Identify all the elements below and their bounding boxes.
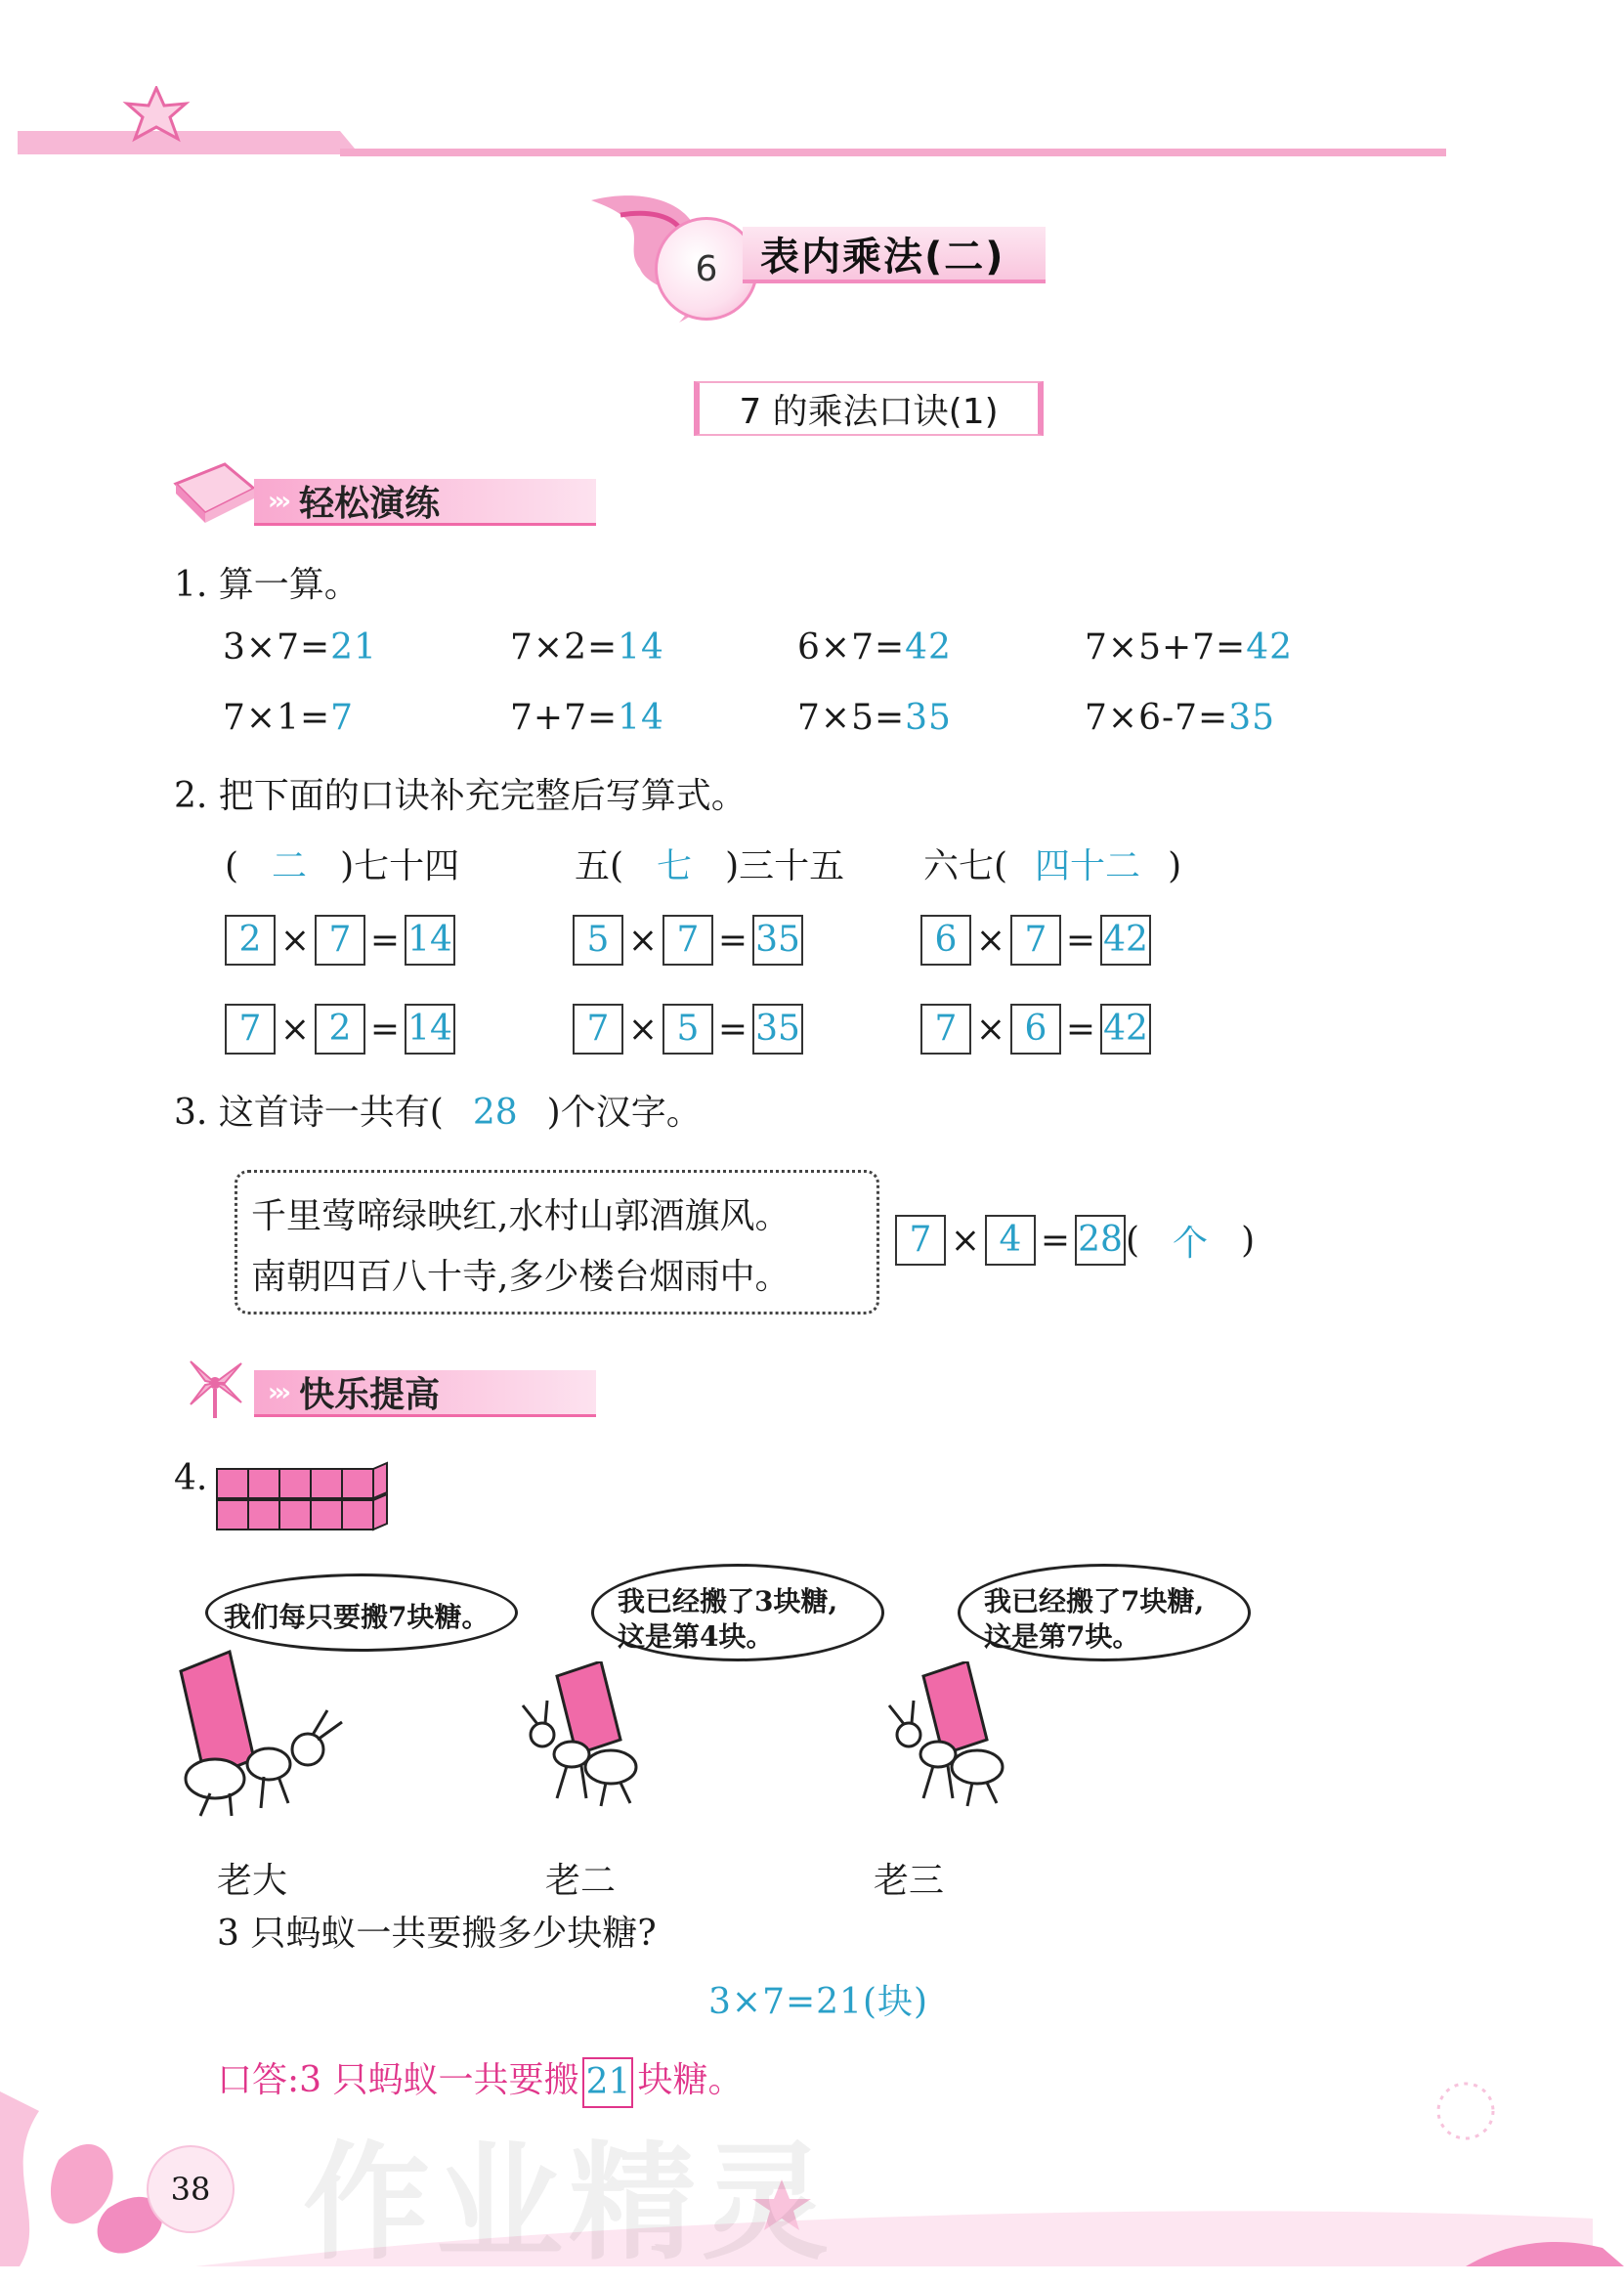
section-title-improve-text: 快乐提高 bbox=[299, 1375, 441, 1415]
q1-item-1: 3×7=21 bbox=[223, 627, 377, 668]
poem-line-2: 南朝四百八十寺,多少楼台烟雨中。 bbox=[251, 1257, 791, 1297]
q2-row1-eq1: 2 × 7 = 14 bbox=[225, 915, 455, 966]
watermark: 作业精灵 bbox=[303, 2129, 835, 2277]
chapter-title: 表内乘法(二) bbox=[743, 227, 1046, 283]
ant-figure-2 bbox=[518, 1661, 645, 1808]
candy-blocks-figure bbox=[215, 1461, 391, 1535]
q2-row1-eq2: 5 × 7 = 35 bbox=[573, 915, 803, 966]
arrows-icon: ››› bbox=[268, 486, 288, 516]
ant-figure-1 bbox=[171, 1642, 347, 1818]
q1-item-2: 7×2=14 bbox=[510, 627, 664, 668]
book-icon bbox=[171, 459, 259, 528]
q1-item-3: 6×7=42 bbox=[797, 627, 952, 668]
q1-item-8: 7×6-7=35 bbox=[1085, 698, 1276, 738]
header-band bbox=[18, 125, 1446, 158]
q3-prompt: 3. 这首诗一共有( 28 )个汉字。 bbox=[174, 1093, 702, 1133]
q1-prompt: 1. 算一算。 bbox=[174, 565, 360, 605]
q1-item-6: 7+7=14 bbox=[510, 698, 664, 738]
section-title-practice bbox=[254, 479, 596, 526]
ant-figure-3 bbox=[884, 1661, 1011, 1808]
section-title-improve bbox=[254, 1370, 596, 1417]
q1-item-5: 7×1=7 bbox=[223, 698, 355, 738]
q4-solution: 3×7=21(块) bbox=[708, 1982, 929, 2022]
chapter-number: 6 bbox=[655, 217, 758, 321]
q1-item-7: 7×5=35 bbox=[797, 698, 952, 738]
section-title-practice-text: 轻松演练 bbox=[299, 484, 441, 524]
q2-row2-eq3: 7 × 6 = 42 bbox=[920, 1004, 1151, 1055]
q2-row1-eq3: 6 × 7 = 42 bbox=[920, 915, 1151, 966]
q4-answer: 口答:3 只蚂蚁一共要搬 21 块糖。 bbox=[217, 2052, 744, 2108]
q2-koujue-2: 五( 七 )三十五 bbox=[575, 846, 845, 886]
page-number: 38 bbox=[147, 2145, 235, 2233]
poem-box bbox=[235, 1170, 879, 1314]
q2-prompt: 2. 把下面的口诀补充完整后写算式。 bbox=[174, 776, 747, 816]
q1-item-4: 7×5+7=42 bbox=[1085, 627, 1294, 668]
poem-line-1: 千里莺啼绿映红,水村山郭酒旗风。 bbox=[251, 1196, 791, 1236]
speech-bubble-1: 我们每只要搬7块糖。 bbox=[205, 1573, 518, 1652]
q4-label: 4. bbox=[174, 1458, 208, 1498]
speech-bubble-3: 我已经搬了7块糖,这是第7块。 bbox=[958, 1564, 1251, 1661]
q2-koujue-3: 六七( 四十二 ) bbox=[923, 846, 1182, 886]
arrows-icon: ››› bbox=[268, 1377, 288, 1407]
ant-name-1: 老大 bbox=[217, 1861, 288, 1901]
ant-name-2: 老二 bbox=[545, 1861, 617, 1901]
lesson-title: 7 的乘法口诀(1) bbox=[694, 381, 1044, 436]
q3-equation: 7 × 4 = 28( 个 ) bbox=[895, 1215, 1255, 1266]
q2-koujue-1: ( 二 )七十四 bbox=[225, 846, 460, 886]
q4-question: 3 只蚂蚁一共要搬多少块糖? bbox=[217, 1914, 657, 1954]
star-icon bbox=[117, 86, 195, 145]
ant-name-3: 老三 bbox=[874, 1861, 945, 1901]
q2-row2-eq1: 7 × 2 = 14 bbox=[225, 1004, 455, 1055]
q2-row2-eq2: 7 × 5 = 35 bbox=[573, 1004, 803, 1055]
speech-bubble-2: 我已经搬了3块糖,这是第4块。 bbox=[591, 1564, 884, 1661]
pinwheel-icon bbox=[171, 1354, 259, 1422]
